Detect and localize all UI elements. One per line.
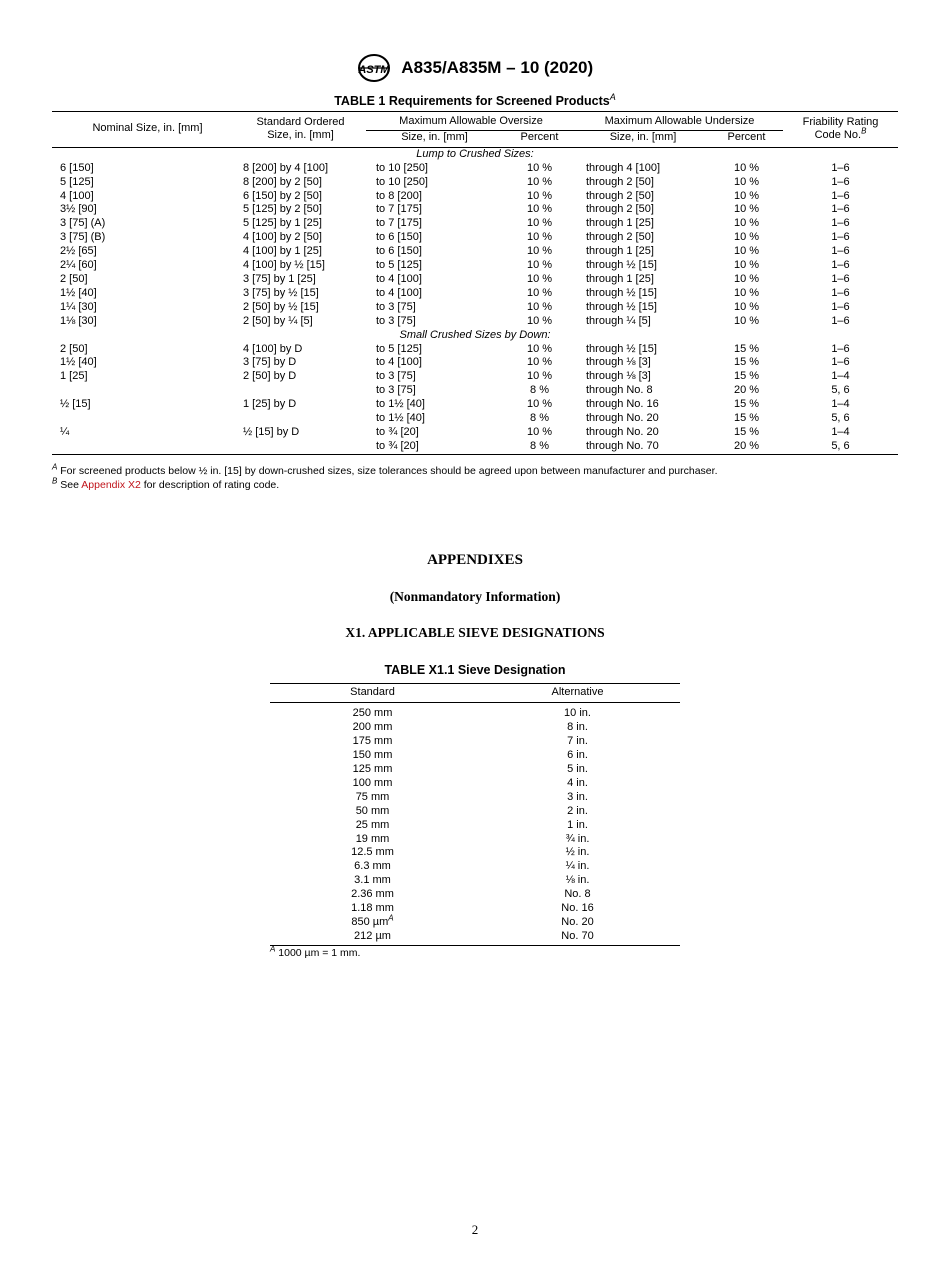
table-cell: to 5 [125] xyxy=(376,259,422,272)
table-cell: ¼ xyxy=(60,425,70,438)
sieve-designation-table xyxy=(270,683,680,946)
table-cell: 1–6 xyxy=(831,259,850,272)
table-cell: 10 % xyxy=(733,314,760,327)
table-cell: 10 % xyxy=(526,217,553,230)
footnote-b: $^B$ See Appendix X2 for description of rating code. xyxy=(52,476,280,491)
table-cell: 2 [50] by ¼ [5] xyxy=(243,314,313,327)
table-cell: 3 [75] by D xyxy=(243,356,297,369)
header-undersize-group: Maximum Allowable Undersize xyxy=(576,112,783,131)
table-cell: 2 [50] by D xyxy=(243,370,297,383)
table-cell: through ⅛ [3] xyxy=(586,356,651,369)
alternative-cell: ¼ in. xyxy=(565,860,590,873)
table-cell: through 2 [50] xyxy=(586,175,654,188)
table-cell: 10 % xyxy=(526,259,553,272)
table-row xyxy=(52,203,898,217)
table-cell: 6 [150] xyxy=(60,161,94,174)
header-nominal-size: Nominal Size, in. [mm] xyxy=(52,112,235,148)
table-cell: 1–6 xyxy=(831,342,850,355)
standard-cell: 250 mm xyxy=(352,706,393,719)
table-cell: 1–6 xyxy=(831,314,850,327)
alternative-cell: No. 20 xyxy=(561,916,594,929)
standard-cell: 25 mm xyxy=(355,818,390,831)
table-cell: 1–6 xyxy=(831,272,850,285)
table-cell: to 3 [75] xyxy=(376,314,416,327)
table-cell: 15 % xyxy=(733,398,760,411)
table-cell: 3 [75] by 1 [25] xyxy=(243,272,316,285)
table-cell: to ¾ [20] xyxy=(376,425,419,438)
table-row xyxy=(52,426,898,440)
table-cell: 4 [100] by 2 [50] xyxy=(243,231,322,244)
table-row xyxy=(270,860,680,874)
table-cell: through 1 [25] xyxy=(586,217,654,230)
table-cell: 5 [125] by 2 [50] xyxy=(243,203,322,216)
table-cell: 8 % xyxy=(530,384,549,397)
table-cell: through ½ [15] xyxy=(586,259,657,272)
alternative-cell: 4 in. xyxy=(567,776,588,789)
table-cell: 10 % xyxy=(526,286,553,299)
table-cell: 2 [50] xyxy=(60,272,88,285)
alternative-cell: 5 in. xyxy=(567,762,588,775)
table-row xyxy=(270,805,680,819)
header-oversize-percent: Percent xyxy=(503,131,576,147)
table-cell: 10 % xyxy=(733,300,760,313)
footnote-a: $^A$ For screened products below ½ in. [15] by down-crushed sizes, size tolerances should be agreed upon between manufacturer and purchaser. xyxy=(52,462,718,477)
document-header xyxy=(0,53,950,83)
table-cell: 10 % xyxy=(526,203,553,216)
standard-cell: 200 mm xyxy=(352,720,393,733)
table-row xyxy=(52,245,898,259)
table2-footnote: $^A$ 1000 µm = 1 mm. xyxy=(270,944,361,959)
table-cell: to 4 [100] xyxy=(376,272,422,285)
standard-cell: 150 mm xyxy=(352,748,393,761)
table-cell: 15 % xyxy=(733,412,760,425)
table-cell: 10 % xyxy=(733,175,760,188)
table-cell: to 1½ [40] xyxy=(376,398,425,411)
table-row xyxy=(52,287,898,301)
table-row xyxy=(52,162,898,176)
table-row xyxy=(270,749,680,763)
table-cell: 1–6 xyxy=(831,245,850,258)
table-row xyxy=(52,384,898,398)
table-row xyxy=(52,440,898,454)
section-heading-row xyxy=(52,147,898,161)
standard-cell: 19 mm xyxy=(355,832,390,845)
table-row xyxy=(52,398,898,412)
table-cell: to 3 [75] xyxy=(376,300,416,313)
table-cell: 10 % xyxy=(526,245,553,258)
header-friability: Friability Rating Code No.$^B$ xyxy=(783,112,898,148)
header-undersize-size: Size, in. [mm] xyxy=(576,131,710,147)
table-cell: 8 % xyxy=(530,412,549,425)
table-cell: 10 % xyxy=(733,231,760,244)
table-cell: to 10 [250] xyxy=(376,161,428,174)
table-cell: 1–6 xyxy=(831,203,850,216)
alternative-cell: 2 in. xyxy=(567,804,588,817)
alternative-cell: 7 in. xyxy=(567,734,588,747)
table-cell: 15 % xyxy=(733,425,760,438)
sieve-table-body xyxy=(270,702,680,945)
section-heading-row xyxy=(52,329,898,343)
table-row xyxy=(270,721,680,735)
header-standard: Standard xyxy=(270,684,475,703)
table-cell xyxy=(235,412,366,426)
table-cell: 1½ [40] xyxy=(60,286,97,299)
table-cell: 15 % xyxy=(733,370,760,383)
table-cell: to 3 [75] xyxy=(376,384,416,397)
table-row xyxy=(270,888,680,902)
requirements-table xyxy=(52,111,898,455)
alternative-cell: 6 in. xyxy=(567,748,588,761)
alternative-cell: 10 in. xyxy=(564,706,591,719)
table-cell: 4 [100] by 1 [25] xyxy=(243,245,322,258)
table-row xyxy=(52,190,898,204)
table-cell: 2 [50] xyxy=(60,342,88,355)
table-cell: 10 % xyxy=(526,231,553,244)
table-cell: 10 % xyxy=(526,342,553,355)
appendix-x2-link[interactable]: Appendix X2 xyxy=(81,478,141,491)
table-row xyxy=(52,217,898,231)
standard-cell: 100 mm xyxy=(352,776,393,789)
table-row xyxy=(270,819,680,833)
table-cell: to 1½ [40] xyxy=(376,412,425,425)
table-cell: to 10 [250] xyxy=(376,175,428,188)
standard-cell: 125 mm xyxy=(352,762,393,775)
table-cell: 20 % xyxy=(733,384,760,397)
table-cell: 8 [200] by 2 [50] xyxy=(243,175,322,188)
table-row xyxy=(270,735,680,749)
table-cell: to 7 [175] xyxy=(376,217,422,230)
table-cell: through 1 [25] xyxy=(586,272,654,285)
table-row xyxy=(270,874,680,888)
standard-cell: 850 µm$^A$ xyxy=(351,913,394,929)
table-cell: to 4 [100] xyxy=(376,356,422,369)
standard-cell: 12.5 mm xyxy=(351,846,394,859)
table-cell: 1–6 xyxy=(831,286,850,299)
table-cell: 10 % xyxy=(526,161,553,174)
table-row xyxy=(270,916,680,930)
table-cell: 1–6 xyxy=(831,189,850,202)
table-cell: to 3 [75] xyxy=(376,370,416,383)
table-cell: 10 % xyxy=(733,217,760,230)
table-row xyxy=(52,176,898,190)
table2-caption: TABLE X1.1 Sieve Designation xyxy=(384,663,566,677)
table-cell: 1–4 xyxy=(831,425,850,438)
table-row xyxy=(270,846,680,860)
table-cell: 1–6 xyxy=(831,175,850,188)
alternative-cell: No. 16 xyxy=(561,902,594,915)
table-row xyxy=(270,702,680,720)
appendixes-subtitle: (Nonmandatory Information) xyxy=(389,589,561,604)
appendixes-title: APPENDIXES xyxy=(427,552,523,568)
table-cell: 10 % xyxy=(733,161,760,174)
table-cell: through No. 20 xyxy=(586,412,659,425)
standard-cell: 50 mm xyxy=(355,804,390,817)
table-cell: 20 % xyxy=(710,440,783,454)
table-cell: 1–6 xyxy=(831,356,850,369)
table-cell: 1–4 xyxy=(831,398,850,411)
table1-caption: TABLE 1 Requirements for Screened Products$^A$ xyxy=(334,91,616,108)
table-cell: 8 [200] by 4 [100] xyxy=(243,161,329,174)
alternative-cell: No. 8 xyxy=(564,888,591,901)
table-row xyxy=(52,412,898,426)
section-heading: Lump to Crushed Sizes: xyxy=(416,147,534,160)
table-cell: 1–6 xyxy=(831,300,850,313)
table-row xyxy=(270,763,680,777)
table-cell: 3½ [90] xyxy=(60,203,97,216)
table-cell: 2 [50] by ½ [15] xyxy=(243,300,319,313)
table-row xyxy=(52,231,898,245)
table-cell: through No. 70 xyxy=(576,440,710,454)
table-cell: to 7 [175] xyxy=(376,203,422,216)
svg-text:ASTM: ASTM xyxy=(358,64,390,76)
table-cell: 1–4 xyxy=(831,370,850,383)
table-cell: 15 % xyxy=(733,342,760,355)
table-cell: 1⅛ [30] xyxy=(60,314,97,327)
header-undersize-percent: Percent xyxy=(710,131,783,147)
table-cell: 3 [75] by ½ [15] xyxy=(243,286,319,299)
astm-logo-icon xyxy=(357,53,391,83)
table-cell: 1–6 xyxy=(831,231,850,244)
alternative-cell: ½ in. xyxy=(565,846,590,859)
table-cell: 10 % xyxy=(526,356,553,369)
table-row xyxy=(52,356,898,370)
table-cell: through ½ [15] xyxy=(586,342,657,355)
table-cell: 15 % xyxy=(733,356,760,369)
table-cell: 1–6 xyxy=(831,217,850,230)
standard-cell: 1.18 mm xyxy=(351,902,394,915)
table-cell: through No. 20 xyxy=(586,425,659,438)
standard-cell: 75 mm xyxy=(355,790,390,803)
table-row xyxy=(270,902,680,916)
table-cell: through No. 8 xyxy=(586,384,653,397)
table-cell xyxy=(52,384,235,398)
table-cell: 10 % xyxy=(526,189,553,202)
table-cell: 10 % xyxy=(526,314,553,327)
table-cell xyxy=(235,440,366,454)
table-cell: to 4 [100] xyxy=(376,286,422,299)
table-cell: 10 % xyxy=(733,259,760,272)
table-cell: 6 [150] by 2 [50] xyxy=(243,189,322,202)
table-cell: 4 [100] xyxy=(60,189,94,202)
table-cell: 1½ [40] xyxy=(60,356,97,369)
alternative-cell: ¾ in. xyxy=(565,832,590,845)
table-cell: 10 % xyxy=(526,398,553,411)
table-cell: to 6 [150] xyxy=(376,245,422,258)
table-cell: through 2 [50] xyxy=(586,189,654,202)
table-cell: 8 % xyxy=(503,440,576,454)
table-cell: 10 % xyxy=(526,175,553,188)
table-cell: 1–6 xyxy=(831,161,850,174)
table-cell: 10 % xyxy=(733,189,760,202)
table-cell: 10 % xyxy=(526,272,553,285)
standard-cell: 2.36 mm xyxy=(351,888,394,901)
standard-cell: 3.1 mm xyxy=(354,874,391,887)
table-cell: 10 % xyxy=(733,272,760,285)
page-number: 2 xyxy=(471,1222,479,1237)
x1-heading: X1. APPLICABLE SIEVE DESIGNATIONS xyxy=(345,625,605,640)
table-cell: 1 [25] xyxy=(60,370,88,383)
table-cell: 1 [25] by D xyxy=(243,398,297,411)
table-row xyxy=(270,777,680,791)
table-cell xyxy=(235,384,366,398)
table-cell: 4 [100] by ½ [15] xyxy=(243,259,325,272)
table-row xyxy=(270,930,680,945)
table-cell: 4 [100] by D xyxy=(243,342,303,355)
table-cell: 10 % xyxy=(733,245,760,258)
table-cell: through No. 16 xyxy=(586,398,659,411)
table-cell: 3 [75] (B) xyxy=(60,231,106,244)
table-cell: ½ [15] xyxy=(60,398,91,411)
table-cell: 2½ [65] xyxy=(60,245,97,258)
header-alternative: Alternative xyxy=(475,684,680,703)
table-cell: 10 % xyxy=(733,286,760,299)
table-row xyxy=(52,301,898,315)
table-row xyxy=(52,315,898,329)
table-cell: through ½ [15] xyxy=(586,286,657,299)
document-id: A835/A835M – 10 (2020) xyxy=(401,58,594,77)
table-cell: 10 % xyxy=(526,300,553,313)
table-cell: 5 [125] by 1 [25] xyxy=(243,217,322,230)
table-cell: ½ [15] by D xyxy=(243,425,300,438)
table-cell: 10 % xyxy=(526,370,553,383)
table-cell: to 8 [200] xyxy=(376,189,422,202)
table-cell: 5, 6 xyxy=(783,440,898,454)
table1-footnotes xyxy=(52,462,912,492)
standard-cell: 175 mm xyxy=(352,734,393,747)
table-row xyxy=(52,259,898,273)
section-heading: Small Crushed Sizes by Down: xyxy=(399,328,551,341)
table-row xyxy=(52,343,898,357)
table-cell: to ¾ [20] xyxy=(366,440,503,454)
table-cell: 3 [75] (A) xyxy=(60,217,106,230)
table-cell: 1¼ [30] xyxy=(60,300,97,313)
table-cell: 5, 6 xyxy=(831,412,850,425)
header-ordered-size: Standard Ordered Size, in. [mm] xyxy=(235,112,366,148)
alternative-cell: ⅛ in. xyxy=(565,874,590,887)
table-cell: 10 % xyxy=(733,203,760,216)
table-cell: through 2 [50] xyxy=(586,203,654,216)
table-row xyxy=(52,370,898,384)
standard-cell: 212 µm xyxy=(270,930,475,945)
table-cell: 5, 6 xyxy=(831,384,850,397)
table-cell: 10 % xyxy=(526,425,553,438)
alternative-cell: 1 in. xyxy=(567,818,588,831)
table-cell: through 4 [100] xyxy=(586,161,661,174)
header-oversize-group: Maximum Allowable Oversize xyxy=(366,112,576,131)
table-cell xyxy=(52,440,235,454)
alternative-cell: No. 70 xyxy=(475,930,680,945)
table-cell: 2¼ [60] xyxy=(60,259,97,272)
table-cell xyxy=(52,412,235,426)
table-cell: through ⅛ [3] xyxy=(586,370,651,383)
table-cell: to 6 [150] xyxy=(376,231,422,244)
table-row xyxy=(270,791,680,805)
table-row xyxy=(270,833,680,847)
alternative-cell: 3 in. xyxy=(567,790,588,803)
table-cell: 5 [125] xyxy=(60,175,94,188)
requirements-table-body xyxy=(52,147,898,454)
table-cell: to 5 [125] xyxy=(376,342,422,355)
table-cell: through 1 [25] xyxy=(586,245,654,258)
table-row xyxy=(52,273,898,287)
table-cell: through ½ [15] xyxy=(586,300,657,313)
alternative-cell: 8 in. xyxy=(567,720,588,733)
standard-cell: 6.3 mm xyxy=(354,860,391,873)
table-cell: through ¼ [5] xyxy=(586,314,651,327)
table-cell: through 2 [50] xyxy=(586,231,654,244)
header-oversize-size: Size, in. [mm] xyxy=(366,131,503,147)
